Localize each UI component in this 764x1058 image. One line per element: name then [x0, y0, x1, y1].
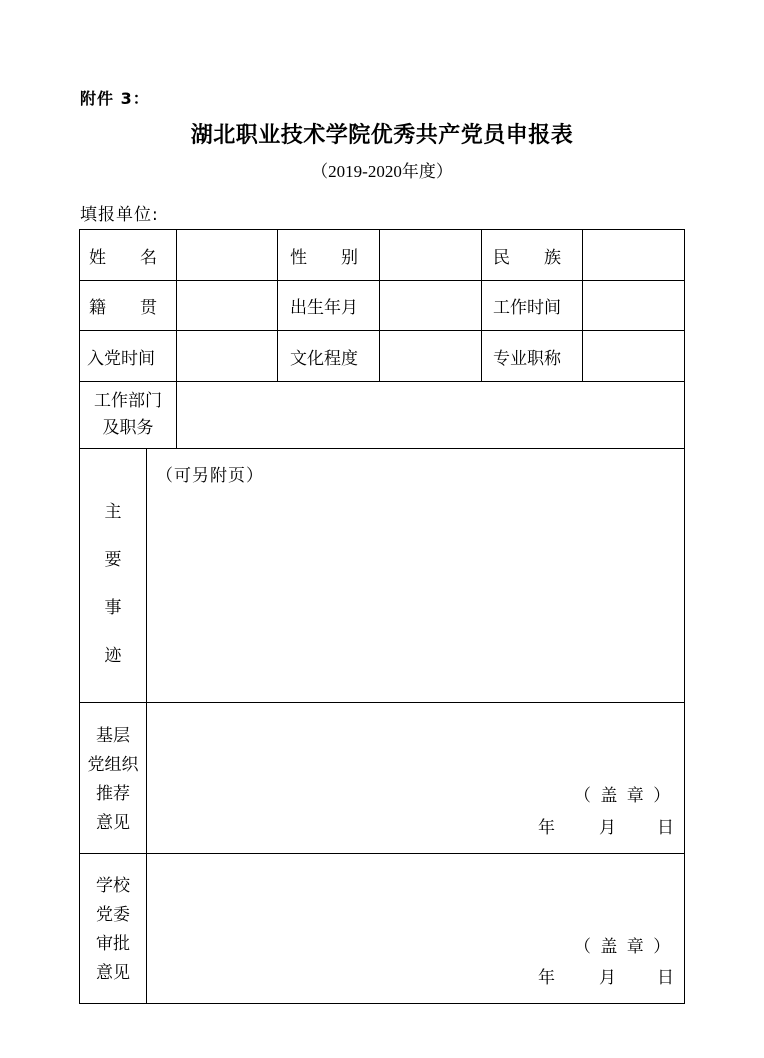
school-label-line: 学校 [96, 876, 130, 896]
form-subtitle: （2019-2020年度） [311, 162, 453, 181]
native-place-field[interactable] [178, 281, 277, 330]
grassroots-year: 年 [538, 818, 555, 838]
table-line [481, 229, 482, 381]
deeds-label-char: 要 [104, 550, 122, 570]
ethnicity-field[interactable] [584, 230, 683, 280]
attachment-label: 附件 3： [80, 89, 150, 108]
birth-date-label: 出生年月 [290, 298, 358, 318]
dept-label-line: 及职务 [102, 418, 154, 438]
deeds-label-char: 迹 [104, 646, 122, 666]
grassroots-label-line: 推荐 [96, 784, 130, 804]
dept-position-label [82, 388, 174, 442]
school-month: 月 [599, 968, 616, 988]
table-line [79, 1003, 685, 1004]
gender-label: 性 别 [290, 247, 358, 268]
grassroots-day: 日 [657, 818, 674, 838]
grassroots-label-line: 党组织 [87, 755, 139, 775]
deeds-label-char: 主 [104, 502, 122, 522]
school-opinion-label [80, 872, 146, 988]
table-line [79, 853, 685, 854]
form-title: 湖北职业技术学院优秀共产党员申报表 [190, 122, 574, 148]
reporting-unit-label: 填报单位: [80, 205, 159, 225]
deeds-label-char: 事 [104, 598, 122, 618]
birth-date-field[interactable] [381, 281, 480, 330]
table-line [582, 229, 583, 381]
school-label-line: 意见 [96, 963, 130, 983]
table-line [79, 448, 685, 449]
deeds-note: （可另附页） [156, 466, 264, 486]
school-label-line: 党委 [96, 905, 130, 925]
table-line [176, 229, 177, 449]
party-join-label: 入党时间 [87, 348, 155, 369]
name-label: 姓 名 [89, 247, 157, 268]
table-line [379, 229, 380, 381]
party-join-field[interactable] [178, 331, 277, 381]
table-line [684, 229, 685, 1004]
ethnicity-label: 民 族 [493, 247, 561, 268]
grassroots-opinion-label [80, 722, 146, 838]
school-day: 日 [657, 968, 674, 988]
table-line [277, 229, 278, 381]
education-field[interactable] [381, 331, 480, 381]
professional-title-label: 专业职称 [493, 348, 561, 369]
table-line [79, 702, 685, 703]
name-field[interactable] [178, 230, 277, 280]
education-label: 文化程度 [290, 348, 358, 369]
grassroots-seal: （ 盖 章 ） [574, 786, 671, 806]
school-year: 年 [538, 968, 555, 988]
dept-label-line: 工作部门 [94, 391, 162, 411]
deeds-field[interactable] [148, 490, 682, 700]
grassroots-label-line: 意见 [96, 813, 130, 833]
grassroots-month: 月 [599, 818, 616, 838]
school-label-line: 审批 [96, 934, 130, 954]
table-line [146, 448, 147, 1004]
dept-position-field[interactable] [178, 382, 683, 448]
grassroots-label-line: 基层 [96, 726, 130, 746]
native-place-label: 籍 贯 [89, 298, 157, 318]
work-start-label: 工作时间 [493, 298, 561, 318]
work-start-field[interactable] [584, 281, 683, 330]
school-seal: （ 盖 章 ） [574, 937, 671, 957]
professional-title-field[interactable] [584, 331, 683, 381]
main-deeds-label [80, 488, 146, 680]
gender-field[interactable] [381, 230, 480, 280]
